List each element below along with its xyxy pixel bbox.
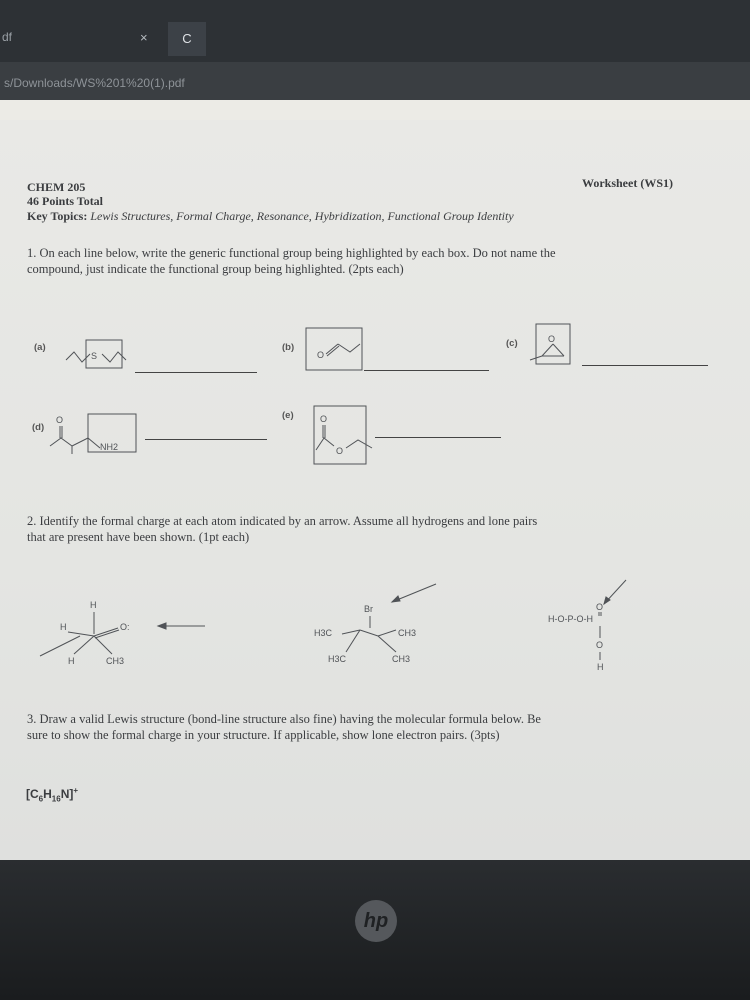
address-bar[interactable]: [0, 62, 750, 100]
answer-line-b[interactable]: [364, 370, 489, 371]
structure-e: [308, 404, 380, 466]
q2-structure-2: [312, 590, 442, 670]
s2-bromine: Br: [364, 604, 373, 614]
key-topics: [27, 209, 514, 224]
item-d-label: (d): [32, 422, 45, 433]
new-tab-button[interactable]: C: [168, 22, 206, 56]
formula-charge: +: [73, 786, 79, 795]
tab-close-icon[interactable]: ×: [140, 30, 148, 45]
structure-b: [304, 326, 364, 372]
key-topics-text: Lewis Structures, Formal Charge, Resonance, Hybridization, Functional Group Identity: [90, 209, 514, 223]
formula-h: H: [43, 787, 52, 801]
formula-c-count: 6: [38, 794, 44, 804]
formula-c: [C: [26, 787, 39, 801]
item-c-label: (c): [506, 338, 518, 349]
key-topics-label: Key Topics:: [27, 209, 88, 223]
item-e-label: (e): [282, 410, 294, 421]
tab-title[interactable]: df: [2, 30, 13, 44]
s1-oxygen: O:: [120, 622, 130, 632]
s3-oxygen-top: O: [596, 602, 604, 612]
formula-n: N]: [60, 787, 74, 801]
pdf-page: [0, 120, 750, 860]
s2-ch3-bottom: CH3: [392, 654, 411, 664]
structure-d: [48, 410, 140, 456]
q3-instruction-line2: sure to show the formal charge in your structure. If applicable, show lone electron pairs. (3pts): [27, 728, 500, 742]
hp-logo: hp: [355, 900, 397, 942]
item-b-label: (b): [282, 342, 295, 353]
answer-line-d[interactable]: [145, 439, 267, 440]
s3-oxygen-bottom: O: [596, 640, 604, 650]
s1-h-bottom: H: [68, 656, 75, 666]
s3-main-chain: H-O-P-O-H: [548, 614, 593, 624]
q3-instruction-line1: 3. Draw a valid Lewis structure (bond-line structure also fine) having the molecular formula below. Be: [27, 712, 541, 726]
structure-a: [64, 338, 134, 370]
formula-h-count: 16: [51, 794, 61, 804]
answer-line-e[interactable]: [375, 437, 501, 438]
course-code: CHEM 205: [27, 180, 86, 194]
browser-tab-bar: [0, 0, 750, 62]
ester-oxygen-e: O: [336, 446, 344, 456]
s3-hydrogen: H: [597, 662, 604, 672]
oxygen-atom-b: O: [317, 350, 325, 360]
q2-structure-3: [540, 576, 660, 676]
worksheet-title: Worksheet (WS1): [582, 176, 673, 190]
s2-h3c-top: H3C: [314, 628, 333, 638]
q2-instruction-line2: that are present have been shown. (1pt each): [27, 530, 250, 544]
oxygen-atom-d: O: [56, 415, 64, 425]
s1-h-left: H: [60, 622, 67, 632]
url-text[interactable]: s/Downloads/WS%201%20(1).pdf: [4, 76, 185, 90]
structure-c: [528, 322, 572, 368]
molecular-formula: [26, 786, 78, 803]
answer-line-a[interactable]: [135, 372, 257, 373]
q2-structure-1: [40, 596, 210, 666]
q1-instruction-line2: compound, just indicate the functional group being highlighted. (2pts each): [27, 262, 404, 276]
points-total: 46 Points Total: [27, 194, 104, 208]
pdf-toolbar-strip: [0, 100, 750, 120]
sulfur-atom: S: [91, 351, 98, 361]
q1-instruction-line1: 1. On each line below, write the generic functional group being highlighted by each box. Do not name the: [27, 246, 556, 260]
oxygen-atom-c: O: [548, 334, 556, 344]
laptop-bezel: [0, 860, 750, 1000]
q2-instruction-line1: 2. Identify the formal charge at each atom indicated by an arrow. Assume all hydrogens and lone pairs: [27, 514, 538, 528]
s2-h3c-bottom: H3C: [328, 654, 347, 664]
item-a-label: (a): [34, 342, 46, 353]
s2-ch3-top: CH3: [398, 628, 417, 638]
s1-ch3: CH3: [106, 656, 125, 666]
amine-group: NH2: [100, 442, 119, 452]
carbonyl-oxygen-e: O: [320, 414, 328, 424]
s1-h-top: H: [90, 600, 97, 610]
answer-line-c[interactable]: [582, 365, 708, 366]
